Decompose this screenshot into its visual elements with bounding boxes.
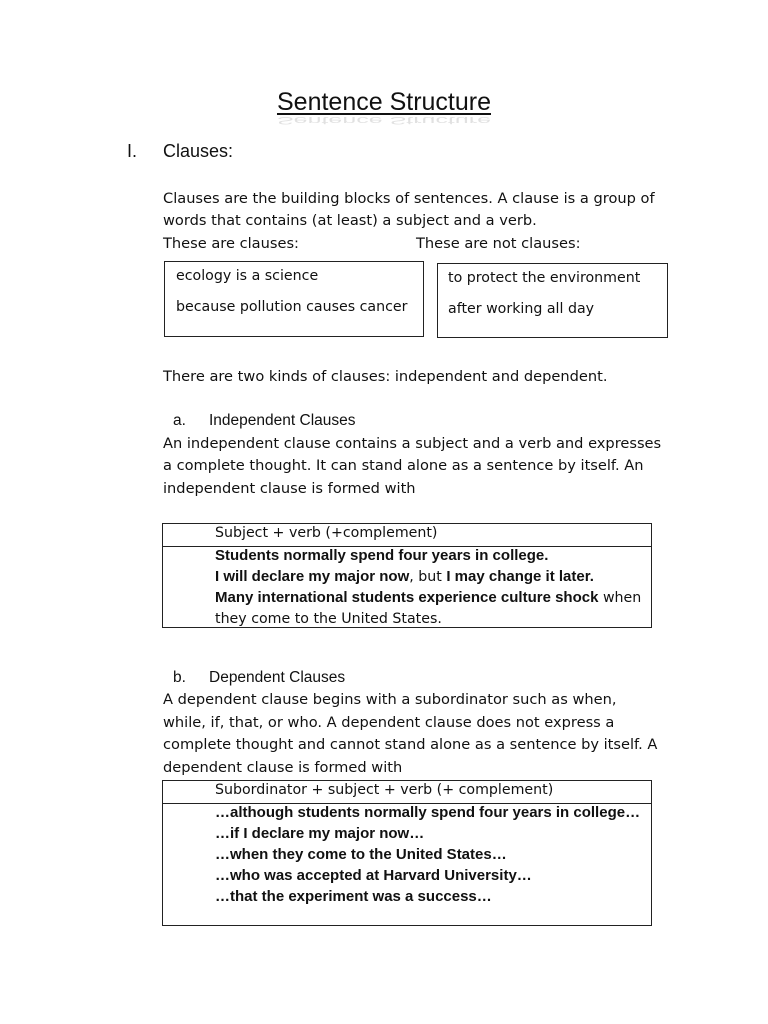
clauses-box bbox=[164, 261, 424, 337]
dependent-desc-4: dependent clause is formed with bbox=[163, 759, 403, 776]
dependent-example: …when they come to the United States… bbox=[215, 846, 507, 863]
not-clauses-label: These are not clauses: bbox=[416, 235, 581, 252]
clauses-label: These are clauses: bbox=[163, 235, 299, 252]
intro-line-1: Clauses are the building blocks of sentences. A clause is a group of bbox=[163, 190, 655, 207]
page-title: Sentence Structure bbox=[276, 88, 491, 116]
dependent-table bbox=[162, 780, 652, 926]
independent-desc-3: independent clause is formed with bbox=[163, 480, 416, 497]
independent-formula: Subject + verb (+complement) bbox=[215, 525, 438, 541]
dependent-example: …although students normally spend four years in college… bbox=[215, 804, 641, 821]
not-clauses-box bbox=[437, 263, 668, 338]
section-numeral: I. bbox=[127, 141, 138, 161]
independent-table bbox=[162, 523, 652, 628]
subsection-letter-b: b. bbox=[173, 669, 186, 686]
clause-example: because pollution causes cancer bbox=[176, 299, 408, 315]
independent-desc-1: An independent clause contains a subject and a verb and expresses bbox=[163, 435, 662, 452]
independent-example-3: Many international students experience culture shock when bbox=[215, 589, 642, 606]
dependent-example: …if I declare my major now… bbox=[215, 825, 425, 842]
dependent-example: …that the experiment was a success… bbox=[215, 888, 492, 905]
independent-desc-2: a complete thought. It can stand alone as a sentence by itself. An bbox=[163, 457, 644, 474]
dependent-desc-2: while, if, that, or who. A dependent clause does not express a bbox=[163, 714, 615, 731]
dependent-example: …who was accepted at Harvard University… bbox=[215, 867, 532, 884]
dependent-heading: Dependent Clauses bbox=[209, 669, 346, 686]
non-clause-example: to protect the environment bbox=[448, 270, 641, 286]
dependent-desc-1: A dependent clause begins with a subordinator such as when, bbox=[163, 691, 617, 708]
subsection-letter-a: a. bbox=[173, 412, 186, 429]
dependent-formula: Subordinator + subject + verb (+ complement) bbox=[215, 782, 554, 798]
title-reflection: Sentence Structure bbox=[276, 114, 491, 128]
intro-line-2: words that contains (at least) a subject and a verb. bbox=[163, 212, 537, 229]
independent-example-3-cont: they come to the United States. bbox=[215, 611, 442, 627]
independent-table-header bbox=[163, 524, 651, 547]
independent-example-1: Students normally spend four years in college. bbox=[215, 547, 549, 564]
dependent-table-header bbox=[163, 781, 651, 804]
independent-example-2: I will declare my major now, but I may change it later. bbox=[215, 568, 594, 585]
non-clause-example: after working all day bbox=[448, 301, 595, 317]
two-kinds-text: There are two kinds of clauses: independent and dependent. bbox=[163, 368, 608, 385]
independent-heading: Independent Clauses bbox=[209, 412, 356, 429]
clause-example: ecology is a science bbox=[176, 268, 319, 284]
dependent-desc-3: complete thought and cannot stand alone as a sentence by itself. A bbox=[163, 736, 658, 753]
section-heading: Clauses: bbox=[163, 141, 234, 161]
